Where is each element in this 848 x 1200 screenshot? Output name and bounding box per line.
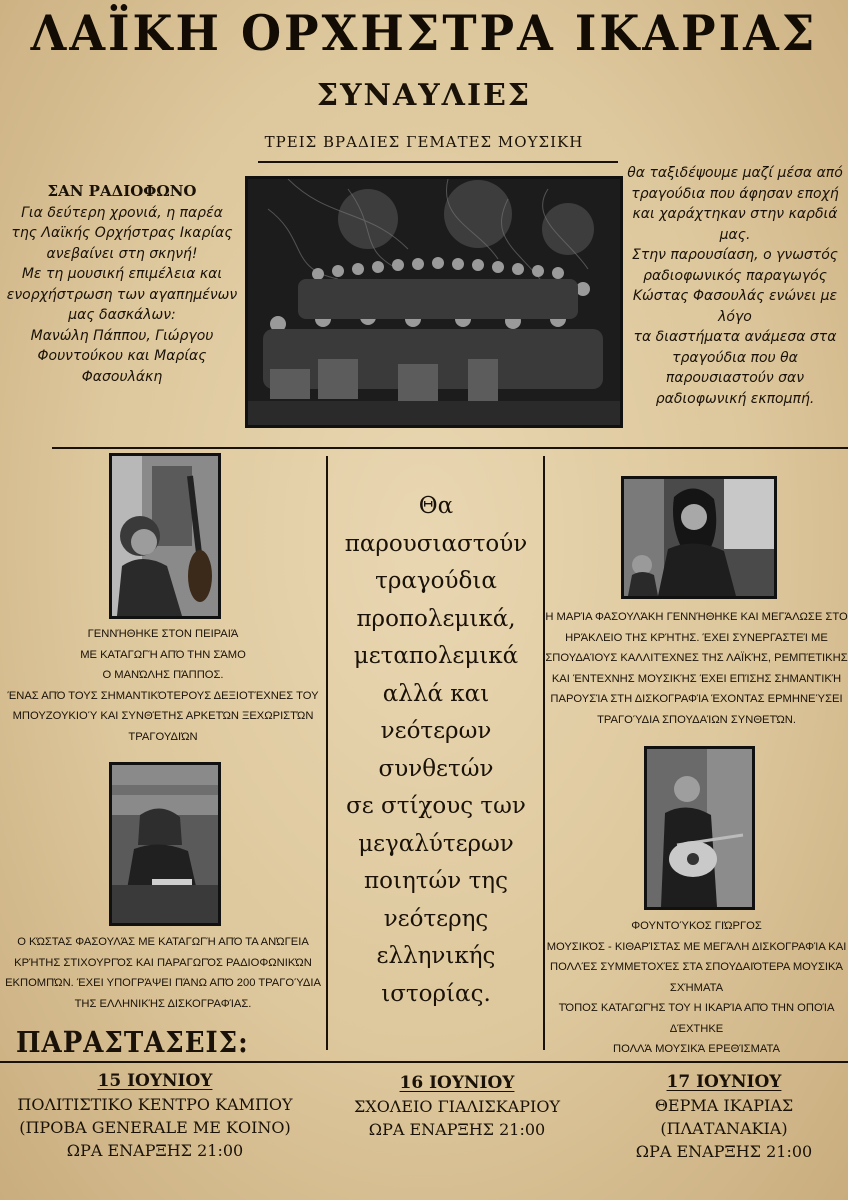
middle-line: νεότερων xyxy=(380,718,492,744)
intro-left-line: Μανώλη Πάππου, Γιώργου xyxy=(30,327,214,344)
intro-left-line: ανεβαίνει στη σκηνή! xyxy=(46,245,198,262)
bio-line: ΚΑΙ ΈΝΤΕΧΝΗΣ ΜΟΥΣΙΚΉΣ ΈΧΕΙ ΕΠΊΣΗΣ ΣΗΜΑΝΤΙΚΉ xyxy=(551,672,842,685)
middle-line: νεότερης xyxy=(383,905,489,932)
bio-line: ΠΟΛΛΆ ΜΟΥΣΙΚΆ ΕΡΕΘΊΣΜΑΤΑ xyxy=(613,1043,780,1055)
poster-subtitle: ΣΥΝΑΥΛΙΕΣ xyxy=(316,78,532,113)
show-date: 15 ΙΟΥΝΙΟΥ xyxy=(97,1071,213,1091)
bio-line: Η ΜΑΡΊΑ ΦΑΣΟΥΛΆΚΗ ΓΕΝΝΉΘΗΚΕ ΚΑΙ ΜΕΓΆΛΩΣΕ ΣΤΟ xyxy=(545,611,848,623)
middle-text xyxy=(330,488,542,1013)
intro-left-line: Με τη μουσική επιμέλεια και xyxy=(21,266,223,282)
intro-right-line: ραδιοφωνική εκπομπή. xyxy=(655,390,815,407)
bio-line: ΜΠΟΥΖΟΥΚΙΟΎ ΚΑΙ ΣΥΝΘΈΤΗΣ ΑΡΚΕΤΏΝ ΞΕΧΩΡΙΣΤΏΝ xyxy=(12,710,314,722)
intro-left xyxy=(6,181,238,387)
middle-line: αλλά και xyxy=(382,680,490,707)
middle-line: σε στίχους των xyxy=(346,793,526,819)
bio-line: ΤΌΠΟΣ ΚΑΤΑΓΩΓΉΣ ΤΟΥ Η ΙΚΑΡΊΑ ΑΠΌ ΤΗΝ ΟΠΟΊΑ ΔΈΧΤΗΚΕ xyxy=(558,1002,835,1035)
fountoukos-bio xyxy=(545,916,848,1060)
intro-right-line: λόγο xyxy=(718,308,752,325)
show-line: ΠΟΛΙΤΙΣΤΙΚΟ ΚΕΝΤΡΟ ΚΑΜΠΟΥ xyxy=(17,1095,293,1114)
intro-right-line: τραγούδια που θα xyxy=(672,349,798,366)
pappos-photo-art xyxy=(112,456,218,616)
bio-line: ΣΠΟΥΔΑΊΟΥΣ ΚΑΛΛΙΤΈΧΝΕΣ ΤΗΣ ΛΑΪΚΉΣ, ΡΕΜΠΈΤΙΚΗΣ xyxy=(545,652,848,664)
orchestra-group-photo xyxy=(245,176,623,428)
show-line: ΣΧΟΛΕΙΟ ΓΙΑΛΙΣΚΑΡΙΟΥ xyxy=(353,1097,560,1116)
bio-line: ΠΟΛΛΈΣ ΣΥΜΜΕΤΟΧΈΣ ΣΤΑ ΣΠΟΥΔΑΙΌΤΕΡΑ ΜΟΥΣΙΚΆ xyxy=(550,961,843,973)
show-line: ΩΡΑ ΕΝΑΡΞΗΣ 21:00 xyxy=(66,1141,244,1160)
show-item xyxy=(604,1071,844,1163)
intro-left-line: Φασουλάκη xyxy=(81,368,163,385)
intro-left-line: μας δασκάλων: xyxy=(68,307,176,323)
show-item xyxy=(0,1070,310,1162)
shows-heading: ΠΑΡΑΣΤΑΣΕΙΣ: xyxy=(16,1026,249,1060)
show-line: (ΠΛΑΤΑΝΑΚΙΑ) xyxy=(660,1119,788,1138)
intro-left-line: της Λαϊκής Ορχήστρας Ικαρίας xyxy=(11,225,233,241)
show-line: ΩΡΑ ΕΝΑΡΞΗΣ 21:00 xyxy=(368,1120,546,1139)
intro-right-line: τα διαστήματα ανάμεσα στα xyxy=(633,329,837,345)
middle-line: ιστορίας. xyxy=(381,980,491,1007)
fasoulaki-photo xyxy=(621,476,777,599)
show-line: ΘΕΡΜΑ ΙΚΑΡΙΑΣ xyxy=(654,1096,794,1115)
bio-line: ΚΡΉΤΗΣ ΣΤΙΧΟΥΡΓΌΣ ΚΑΙ ΠΑΡΑΓΩΓΌΣ ΡΑΔΙΟΦΩΝΙΚΏΝ xyxy=(14,956,312,969)
fasoulaki-bio xyxy=(545,607,848,730)
bio-line: ΜΕ ΚΑΤΑΓΩΓΉ ΑΠΌ ΤΗΝ ΣΆΜΟ xyxy=(80,648,246,661)
show-item xyxy=(312,1072,602,1141)
bio-line: ΠΑΡΟΥΣΊΑ ΣΤΗ ΔΙΣΚΟΓΡΑΦΊΑ ΈΧΟΝΤΑΣ ΕΡΜΗΝΕΎΣΕΙ xyxy=(550,693,843,705)
pappos-bio xyxy=(0,624,326,747)
fasoulas-photo xyxy=(109,762,221,926)
intro-right-line: θα ταξιδέψουμε μαζί μέσα από xyxy=(627,165,843,181)
middle-line: συνθετών xyxy=(378,755,494,782)
pappos-photo xyxy=(109,453,221,619)
bio-line: Ο ΜΑΝΏΛΗΣ ΠΆΠΠΟΣ. xyxy=(102,669,224,681)
divider-section xyxy=(52,447,848,449)
divider-top xyxy=(258,161,618,163)
fountoukos-photo-art xyxy=(647,749,752,907)
middle-line: ελληνικής xyxy=(376,943,496,969)
intro-right-line: τραγούδια που άφησαν εποχή xyxy=(631,185,839,202)
intro-right-line: και χαράχτηκαν στην καρδιά xyxy=(632,206,838,222)
bio-line: Ο ΚΏΣΤΑΣ ΦΑΣΟΥΛΆΣ ΜΕ ΚΑΤΑΓΩΓΉ ΑΠΌ ΤΑ ΑΝΏΓΕΙΑ xyxy=(17,936,309,948)
middle-line: μεγαλύτερων xyxy=(358,830,514,857)
intro-right-line: Στην παρουσίαση, ο γνωστός xyxy=(631,247,839,263)
fasoulas-photo-art xyxy=(112,765,218,923)
fasoulaki-photo-art xyxy=(624,479,774,596)
middle-line: παρουσιαστούν xyxy=(344,530,528,557)
intro-left-line: ενορχήστρωση των αγαπημένων xyxy=(6,286,238,303)
intro-left-line: Για δεύτερη χρονιά, η παρέα xyxy=(21,204,223,221)
middle-line: τραγούδια xyxy=(375,568,497,594)
intro-right-line: Κώστας Φασουλάς ενώνει με xyxy=(632,288,838,304)
show-date: 16 ΙΟΥΝΙΟΥ xyxy=(399,1073,515,1093)
poster-tagline: ΤΡΕΙΣ ΒΡΑΔΙΕΣ ΓΕΜΑΤΕΣ ΜΟΥΣΙΚΗ xyxy=(264,133,584,151)
intro-right-line: ραδιοφωνικός παραγωγός xyxy=(643,267,827,284)
bio-line: ΤΗΣ ΕΛΛΗΝΙΚΉΣ ΔΙΣΚΟΓΡΑΦΊΑΣ. xyxy=(74,997,252,1010)
middle-line: μεταπολεμικά xyxy=(353,643,519,669)
intro-right xyxy=(622,163,848,409)
show-line: ΩΡΑ ΕΝΑΡΞΗΣ 21:00 xyxy=(635,1142,813,1161)
intro-right-line: παρουσιαστούν σαν xyxy=(665,370,805,386)
bio-line: ΣΧΉΜΑΤΑ xyxy=(669,981,724,994)
intro-right-line: μας. xyxy=(719,226,751,243)
bio-line: ΕΚΠΟΜΠΏΝ. ΈΧΕΙ ΥΠΟΓΡΆΨΕΙ ΠΆΝΩ ΑΠΌ 200 ΤΡΑΓΟΎΔΙΑ xyxy=(5,977,321,989)
fasoulas-bio xyxy=(0,932,326,1014)
bio-line: ΓΕΝΝΉΘΗΚΕ ΣΤΟΝ ΠΕΙΡΑΙΆ xyxy=(87,628,239,640)
divider-left-column xyxy=(326,456,328,1050)
divider-shows xyxy=(0,1061,848,1063)
middle-line: ποιητών της xyxy=(364,868,508,894)
bio-line: ΤΡΑΓΟΎΔΙΑ ΣΠΟΥΔΑΊΩΝ ΣΥΝΘΕΤΏΝ. xyxy=(597,713,796,726)
poster-title: ΛΑΪΚΗ ΟΡΧΗΣΤΡΑ ΙΚΑΡΙΑΣ xyxy=(30,4,818,62)
bio-line: ΗΡΆΚΛΕΙΟ ΤΗΣ ΚΡΉΤΗΣ. ΈΧΕΙ ΣΥΝΕΡΓΑΣΤΕΊ ΜΕ xyxy=(565,631,828,644)
bio-line: ΈΝΑΣ ΑΠΌ ΤΟΥΣ ΣΗΜΑΝΤΙΚΌΤΕΡΟΥΣ ΔΕΞΙΟΤΈΧΝΕΣ ΤΟΥ xyxy=(7,689,319,702)
orchestra-photo-art xyxy=(248,179,620,425)
bio-line: ΜΟΥΣΙΚΌΣ - ΚΙΘΑΡΊΣΤΑΣ ΜΕ ΜΕΓΆΛΗ ΔΙΣΚΟΓΡΑΦΊΑ ΚΑΙ xyxy=(546,940,847,953)
middle-line: προπολεμικά, xyxy=(356,605,516,632)
show-line: (ΠΡΟΒΑ GENERALE ΜΕ ΚΟΙΝΟ) xyxy=(19,1118,291,1137)
intro-heading: ΣΑΝ ΡΑΔΙΟΦΩΝΟ xyxy=(47,182,197,200)
intro-left-line: Φουντούκου και Μαρίας xyxy=(37,348,207,364)
bio-line: ΤΡΑΓΟΥΔΙΏΝ xyxy=(128,730,198,743)
bio-line: ΦΟΥΝΤΟΎΚΟΣ ΓΙΏΡΓΟΣ xyxy=(631,920,762,932)
fountoukos-photo xyxy=(644,746,755,910)
middle-line: Θα xyxy=(418,493,454,519)
show-date: 17 ΙΟΥΝΙΟΥ xyxy=(666,1072,782,1092)
